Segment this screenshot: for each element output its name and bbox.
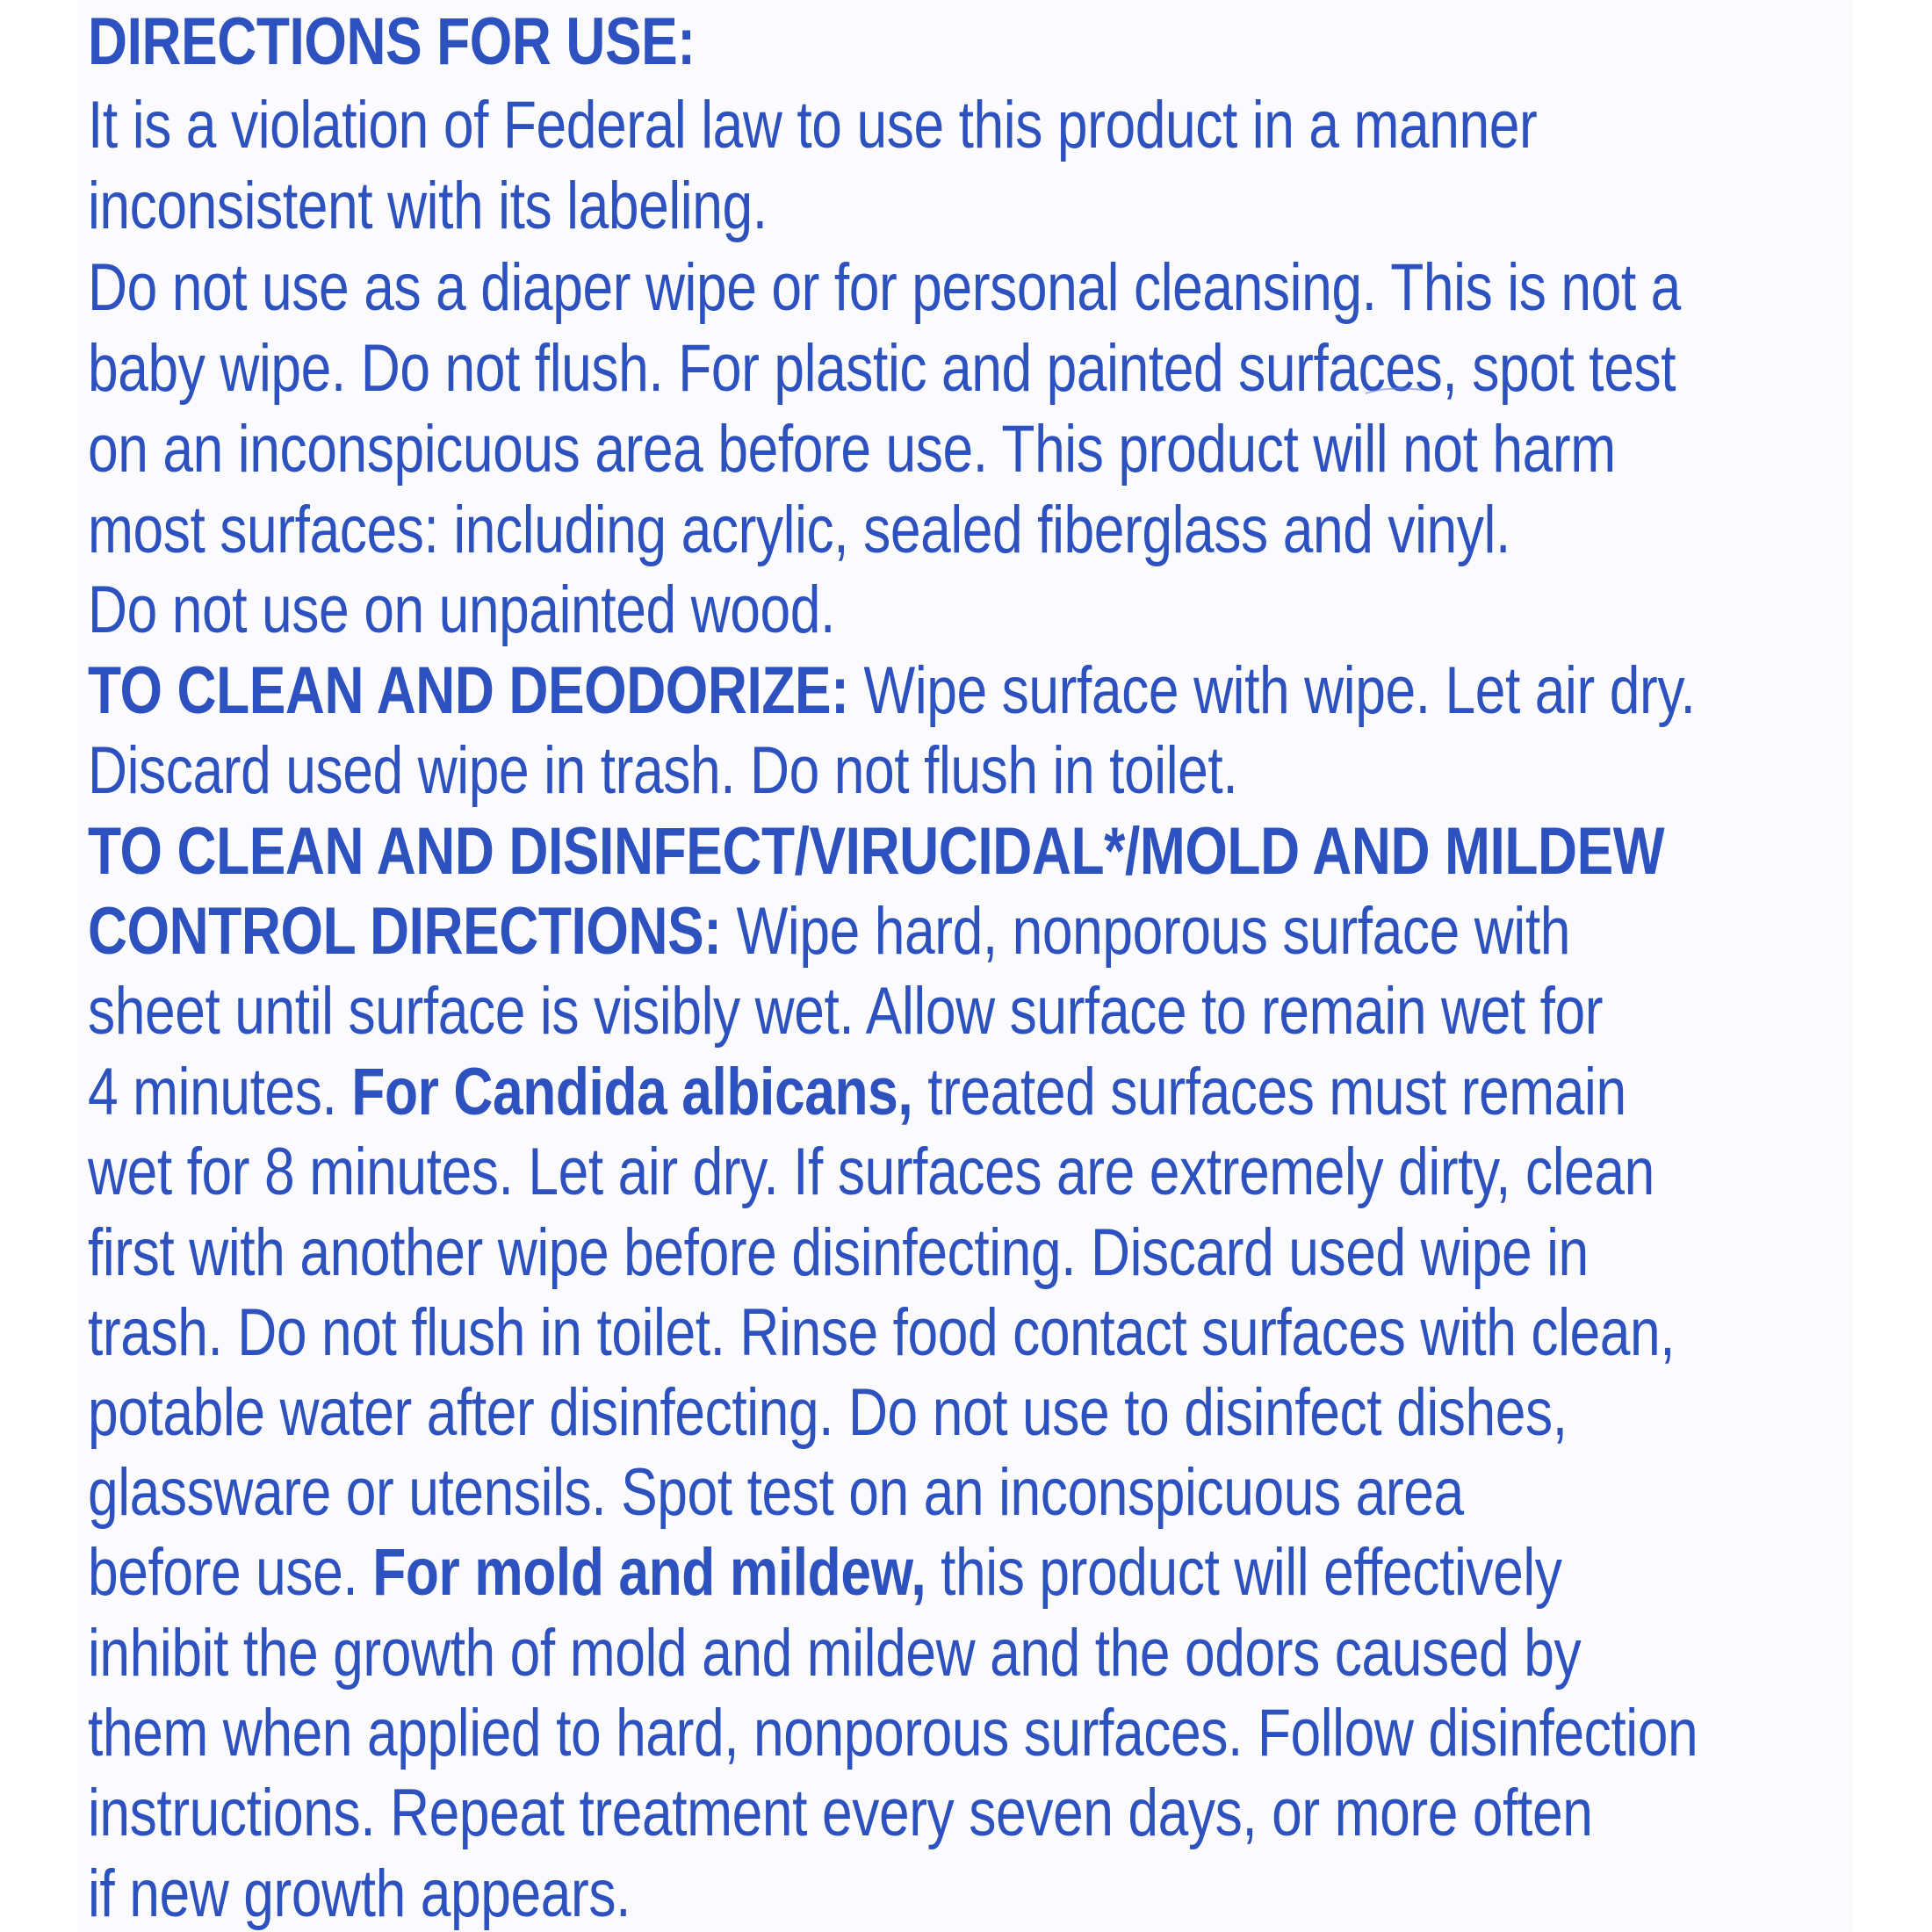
label-line: Do not use as a diaper wipe or for personal cleansing. This is not a [88, 250, 1681, 325]
label-line: first with another wipe before disinfecting. Discard used wipe in [88, 1215, 1589, 1290]
label-line: wet for 8 minutes. Let air dry. If surfaces are extremely dirty, clean [88, 1135, 1654, 1209]
label-line [88, 3, 696, 82]
label-line: Do not use on unpainted wood. [88, 573, 835, 647]
label-panel [77, 0, 1854, 1932]
label-line: inconsistent with its labeling. [88, 169, 768, 243]
label-line: sheet until surface is visibly wet. Allow surface to remain wet for [88, 974, 1604, 1049]
heading-clean-disinfect: TO CLEAN AND DISINFECT/VIRUCIDAL*/MOLD AND MILDEW [88, 814, 1665, 889]
label-line: Discard used wipe in trash. Do not flush in toilet. [88, 733, 1238, 808]
label-line: on an inconspicuous area before use. This product will not harm [88, 412, 1616, 487]
heading-control-directions: CONTROL DIRECTIONS: [88, 894, 722, 969]
pen-stroke-mark [1364, 385, 1425, 397]
candida-emphasis: For Candida albicans, [351, 1055, 913, 1129]
label-line: potable water after disinfecting. Do not use to disinfect dishes, [88, 1375, 1568, 1450]
mold-mildew-emphasis: For mold and mildew, [372, 1535, 926, 1610]
label-line: CONTROL DIRECTIONS: Wipe hard, nonporous surface with [88, 894, 1570, 969]
label-line: glassware or utensils. Spot test on an inconspicuous area [88, 1455, 1464, 1530]
label-line: It is a violation of Federal law to use this product in a manner [88, 88, 1538, 162]
heading-clean-deodorize: TO CLEAN AND DEODORIZE: [88, 653, 849, 728]
label-line: TO CLEAN AND DEODORIZE: Wipe surface with wipe. Let air dry. [88, 653, 1696, 728]
label-line: if new growth appears. [88, 1856, 631, 1931]
label-line: inhibit the growth of mold and mildew and the odors caused by [88, 1616, 1582, 1690]
label-line: them when applied to hard, nonporous surfaces. Follow disinfection [88, 1696, 1698, 1770]
label-line: instructions. Repeat treatment every seven days, or more often [88, 1776, 1593, 1850]
label-line: baby wipe. Do not flush. For plastic and painted surfaces, spot test [88, 331, 1676, 406]
label-line: trash. Do not flush in toilet. Rinse food contact surfaces with clean, [88, 1295, 1676, 1370]
label-line: 4 minutes. For Candida albicans, treated surfaces must remain [88, 1055, 1626, 1129]
label-line: most surfaces: including acrylic, sealed fiberglass and vinyl. [88, 493, 1510, 567]
label-line: before use. For mold and mildew, this product will effectively [88, 1535, 1562, 1610]
label-line [88, 812, 1664, 891]
heading-directions-for-use: DIRECTIONS FOR USE: [88, 4, 696, 79]
